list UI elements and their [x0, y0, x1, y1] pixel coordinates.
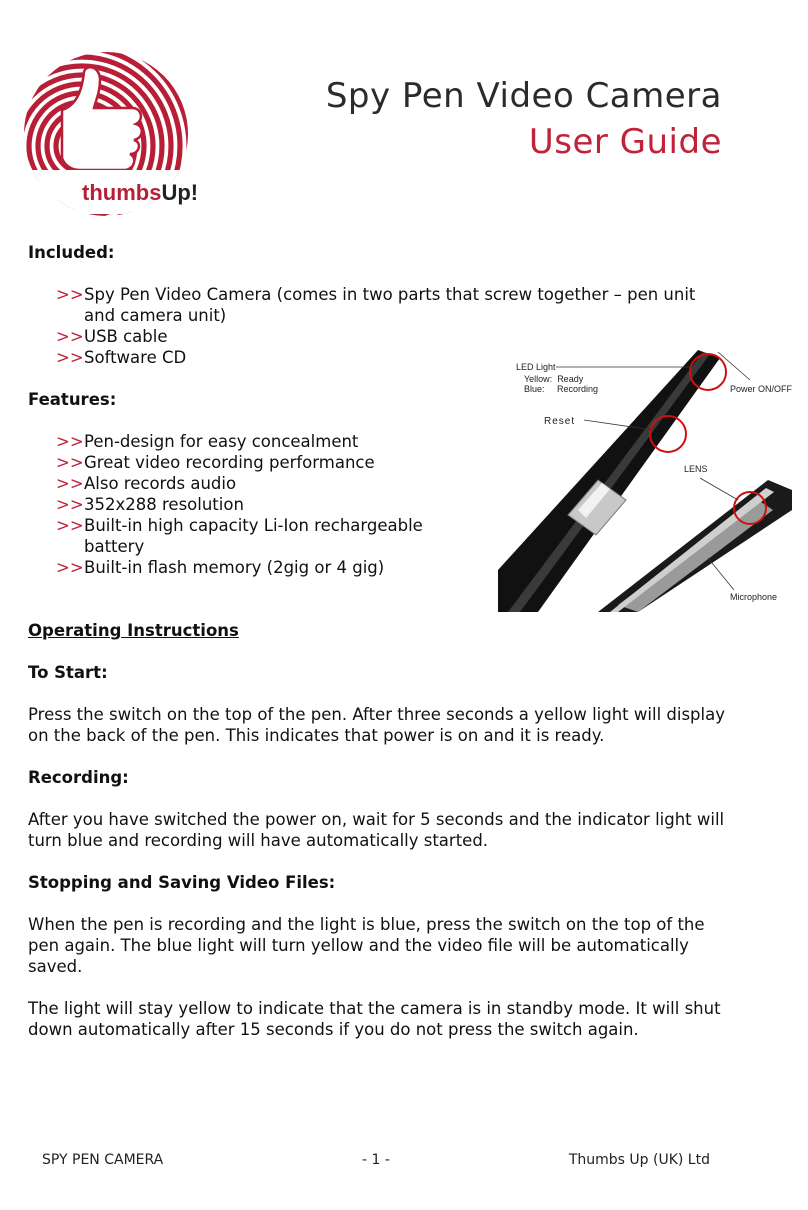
included-heading: Included:	[28, 243, 115, 262]
list-item: >> Spy Pen Video Camera (comes in two parts that screw together – pen unit and camera unit)	[56, 285, 696, 325]
bullet-mark: >>	[56, 348, 84, 367]
features-heading: Features:	[28, 390, 117, 409]
to-start-text: Press the switch on the top of the pen. After three seconds a yellow light will display on the back of the pen. This indicates that power is on and it is ready.	[28, 705, 725, 745]
features-list	[28, 431, 458, 578]
logo-text: thumbsUp!	[82, 180, 199, 205]
stopping-heading: Stopping and Saving Video Files:	[28, 873, 336, 892]
footer-left: SPY PEN CAMERA	[42, 1152, 164, 1168]
list-item: >> USB cable	[56, 327, 168, 346]
list-item: >> Built-in flash memory (2gig or 4 gig)	[56, 558, 385, 577]
stopping-text-1: When the pen is recording and the light is blue, press the switch on the top of the pen again. The blue light will turn yellow and the video file will be automatically saved.	[28, 915, 705, 976]
list-item: >> 352x288 resolution	[56, 495, 244, 514]
bullet-mark: >>	[56, 453, 84, 472]
list-item: >> Also records audio	[56, 474, 237, 493]
bullet-mark: >>	[56, 474, 84, 493]
document-body	[28, 242, 728, 1040]
to-start-heading: To Start:	[28, 663, 108, 682]
stopping-text-2: The light will stay yellow to indicate that the camera is in standby mode. It will shut down automatically after 15 seconds if you do not press the switch again.	[28, 999, 721, 1039]
bullet-mark: >>	[56, 327, 84, 346]
bullet-mark: >>	[56, 285, 84, 304]
list-item: >> Great video recording performance	[56, 453, 375, 472]
bullet-mark: >>	[56, 558, 84, 577]
recording-text: After you have switched the power on, wait for 5 seconds and the indicator light will turn blue and recording will have automatically started.	[28, 810, 725, 850]
thumbsup-logo	[22, 50, 199, 218]
document-title: Spy Pen Video Camera	[325, 76, 722, 116]
operating-instructions-heading: Operating Instructions	[28, 621, 239, 640]
list-item: >> Pen-design for easy concealment	[56, 432, 359, 451]
recording-heading: Recording:	[28, 768, 129, 787]
included-list	[28, 284, 708, 368]
label-power: Power ON/OFF	[730, 384, 793, 394]
label-led-light: LED Light	[516, 362, 556, 372]
label-reset: Reset	[544, 416, 576, 427]
label-microphone: Microphone	[730, 592, 778, 602]
label-yellow-ready: Yellow: Ready	[524, 374, 584, 384]
list-item: >> Software CD	[56, 348, 187, 367]
document-subtitle: User Guide	[528, 122, 722, 162]
label-blue-recording: Blue: Recording	[524, 384, 599, 394]
page-number: - 1 -	[362, 1152, 390, 1168]
bullet-mark: >>	[56, 516, 84, 535]
label-lens: LENS	[684, 464, 708, 474]
bullet-mark: >>	[56, 432, 84, 451]
bullet-mark: >>	[56, 495, 84, 514]
footer-right: Thumbs Up (UK) Ltd	[568, 1152, 710, 1168]
list-item: >> Built-in high capacity Li-Ion rechargeable battery	[56, 516, 423, 556]
